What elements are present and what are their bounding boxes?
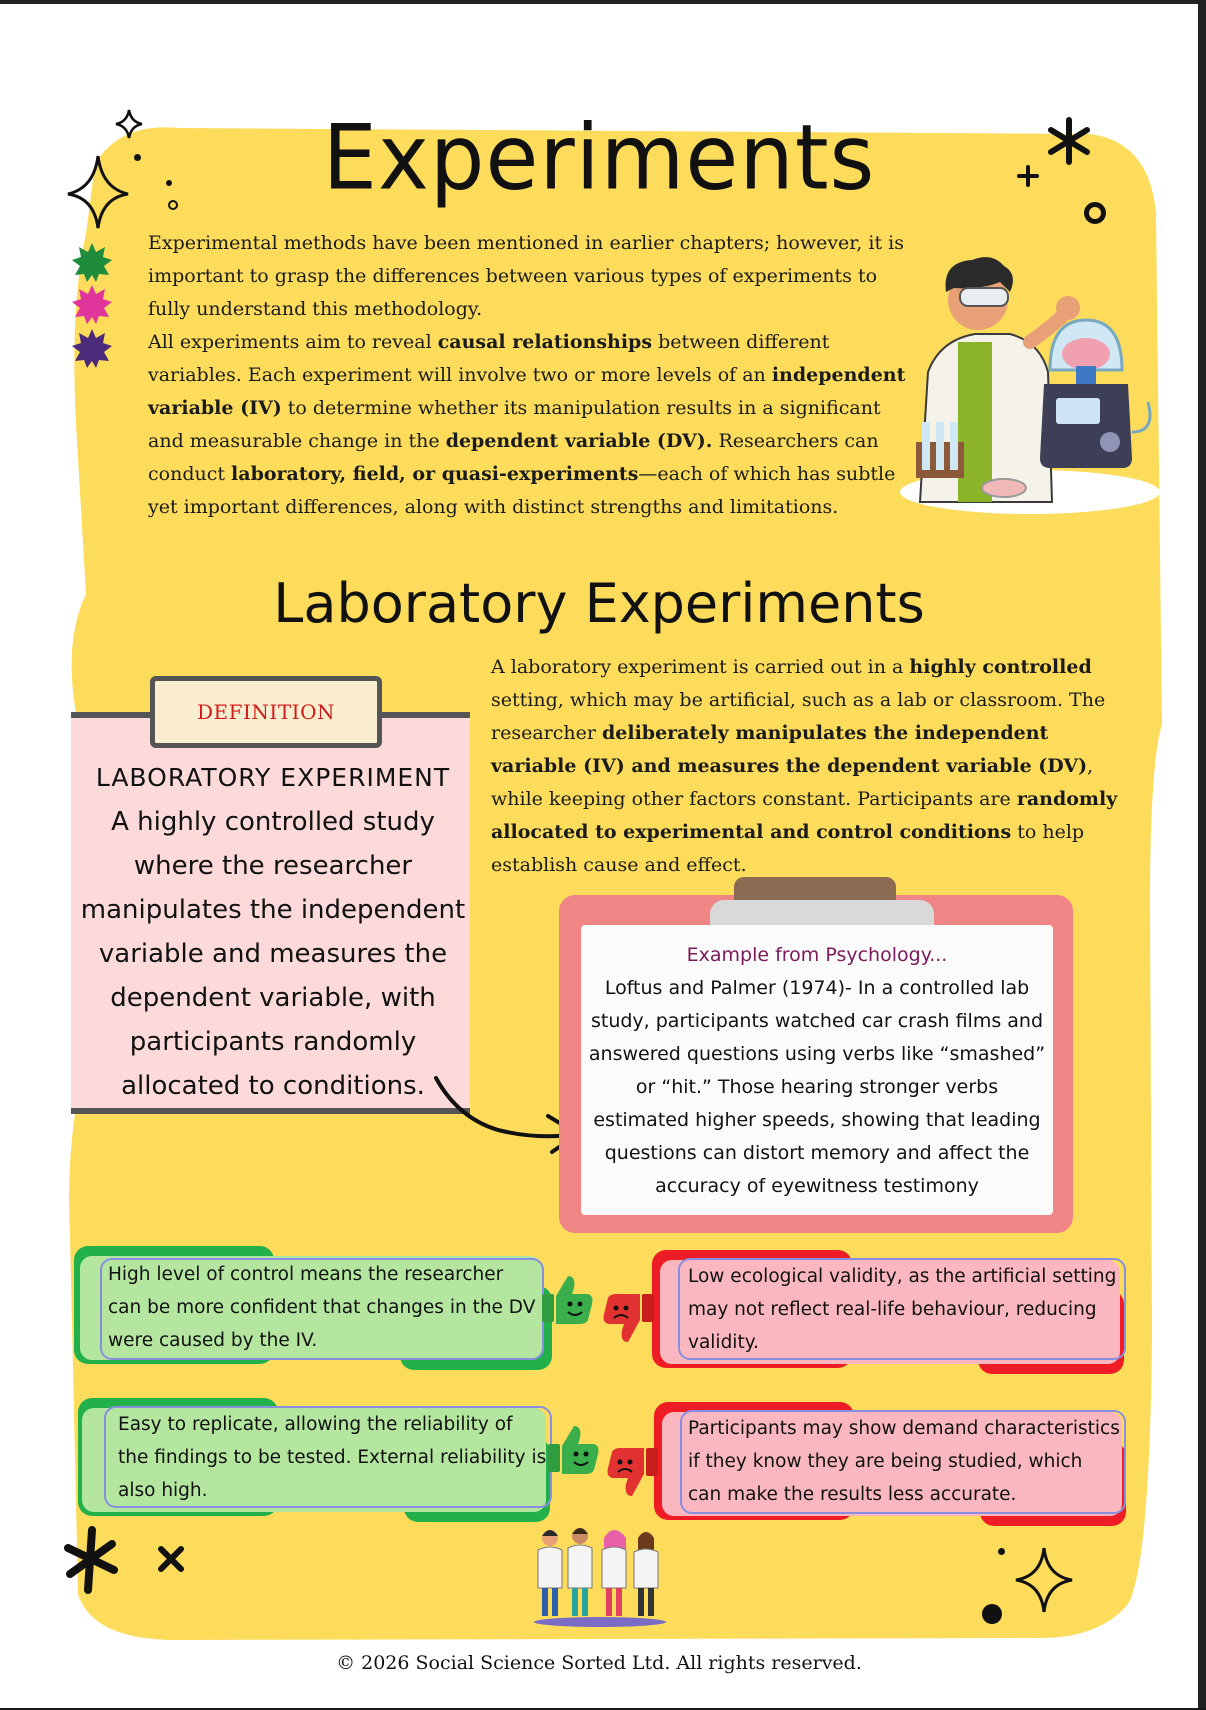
intro-paragraph-1: Experimental methods have been mentioned in earlier chapters; however, it is important to grasp the differences between various types of experiments to fully understand this methodology. (148, 232, 904, 320)
example-lead: Example from Psychology... (686, 944, 948, 966)
definition-body (80, 756, 466, 1108)
sparkle-icon (1012, 1544, 1076, 1616)
copyright-footer: © 2026 Social Science Sorted Ltd. All rights reserved. (336, 1652, 862, 1674)
definition-heading: LABORATORY EXPERIMENT (95, 763, 451, 792)
thumbs-down-icon (600, 1290, 656, 1346)
cross-icon (156, 1544, 186, 1574)
starburst-bullet-icon (72, 328, 112, 368)
page-title: Experiments (322, 105, 876, 211)
asterisk-icon (62, 1526, 120, 1594)
limitation-text: Participants may show demand characteristics if they know they are being studied, which can make the results less accurate. (688, 1418, 1120, 1505)
dot-icon (982, 1604, 1002, 1624)
intro-text (148, 227, 908, 524)
strength-text: High level of control means the researcher can be more confident that changes in the DV were caused by the IV. (108, 1264, 536, 1351)
intro-paragraph-2: All experiments aim to reveal causal relationships between different variables. Each experiment will involve two or more levels of an independent variable (IV) to determine whether its manipulation results in a significant and measurable change in the dependent variable (DV). Researchers can conduct laboratory, field, or quasi-experiments—each of which has subtle yet important differences, along with distinct strengths and limitations. (148, 331, 906, 518)
section-title: Laboratory Experiments (273, 572, 925, 635)
strength-card (78, 1398, 548, 1522)
dot-icon (998, 1548, 1005, 1555)
limitation-text: Low ecological validity, as the artificial setting may not reflect real-life behaviour, reducing validity. (688, 1266, 1117, 1353)
strength-card (74, 1246, 552, 1370)
starburst-bullet-icon (72, 242, 112, 282)
scientist-illustration (880, 252, 1160, 524)
limitation-card (654, 1402, 1130, 1526)
thumbs-down-icon (604, 1444, 660, 1500)
thumbs-up-icon (540, 1272, 596, 1328)
limitation-card (652, 1250, 1128, 1374)
thumbs-up-icon (546, 1422, 602, 1478)
strength-text: Easy to replicate, allowing the reliability of the findings to be tested. External reliability is also high. (118, 1414, 547, 1501)
definition-tag: DEFINITION (150, 676, 382, 748)
example-body: Loftus and Palmer (1974)- In a controlled lab study, participants watched car crash films and answered questions using verbs like “smashed” or “hit.” Those hearing stronger verbs estimated higher speeds, showing that leading questions can distort memory and affect the accuracy of eyewitness testimony (588, 977, 1046, 1197)
starburst-bullet-icon (72, 284, 112, 324)
scientists-group-illustration (530, 1524, 670, 1628)
lab-description: A laboratory experiment is carried out in a highly controlled setting, which may be artificial, such as a lab or classroom. The researcher deliberately manipulates the independent variable (IV) and measures the dependent variable (DV), while keeping other factors constant. Participants are randomly allocated to experimental and control conditions to help establish cause and effect. (491, 656, 1118, 876)
definition-text: A highly controlled study where the researcher manipulates the independent variable and measures the dependent variable, with participants randomly allocated to conditions. (80, 807, 466, 1101)
example-text (588, 939, 1046, 1203)
